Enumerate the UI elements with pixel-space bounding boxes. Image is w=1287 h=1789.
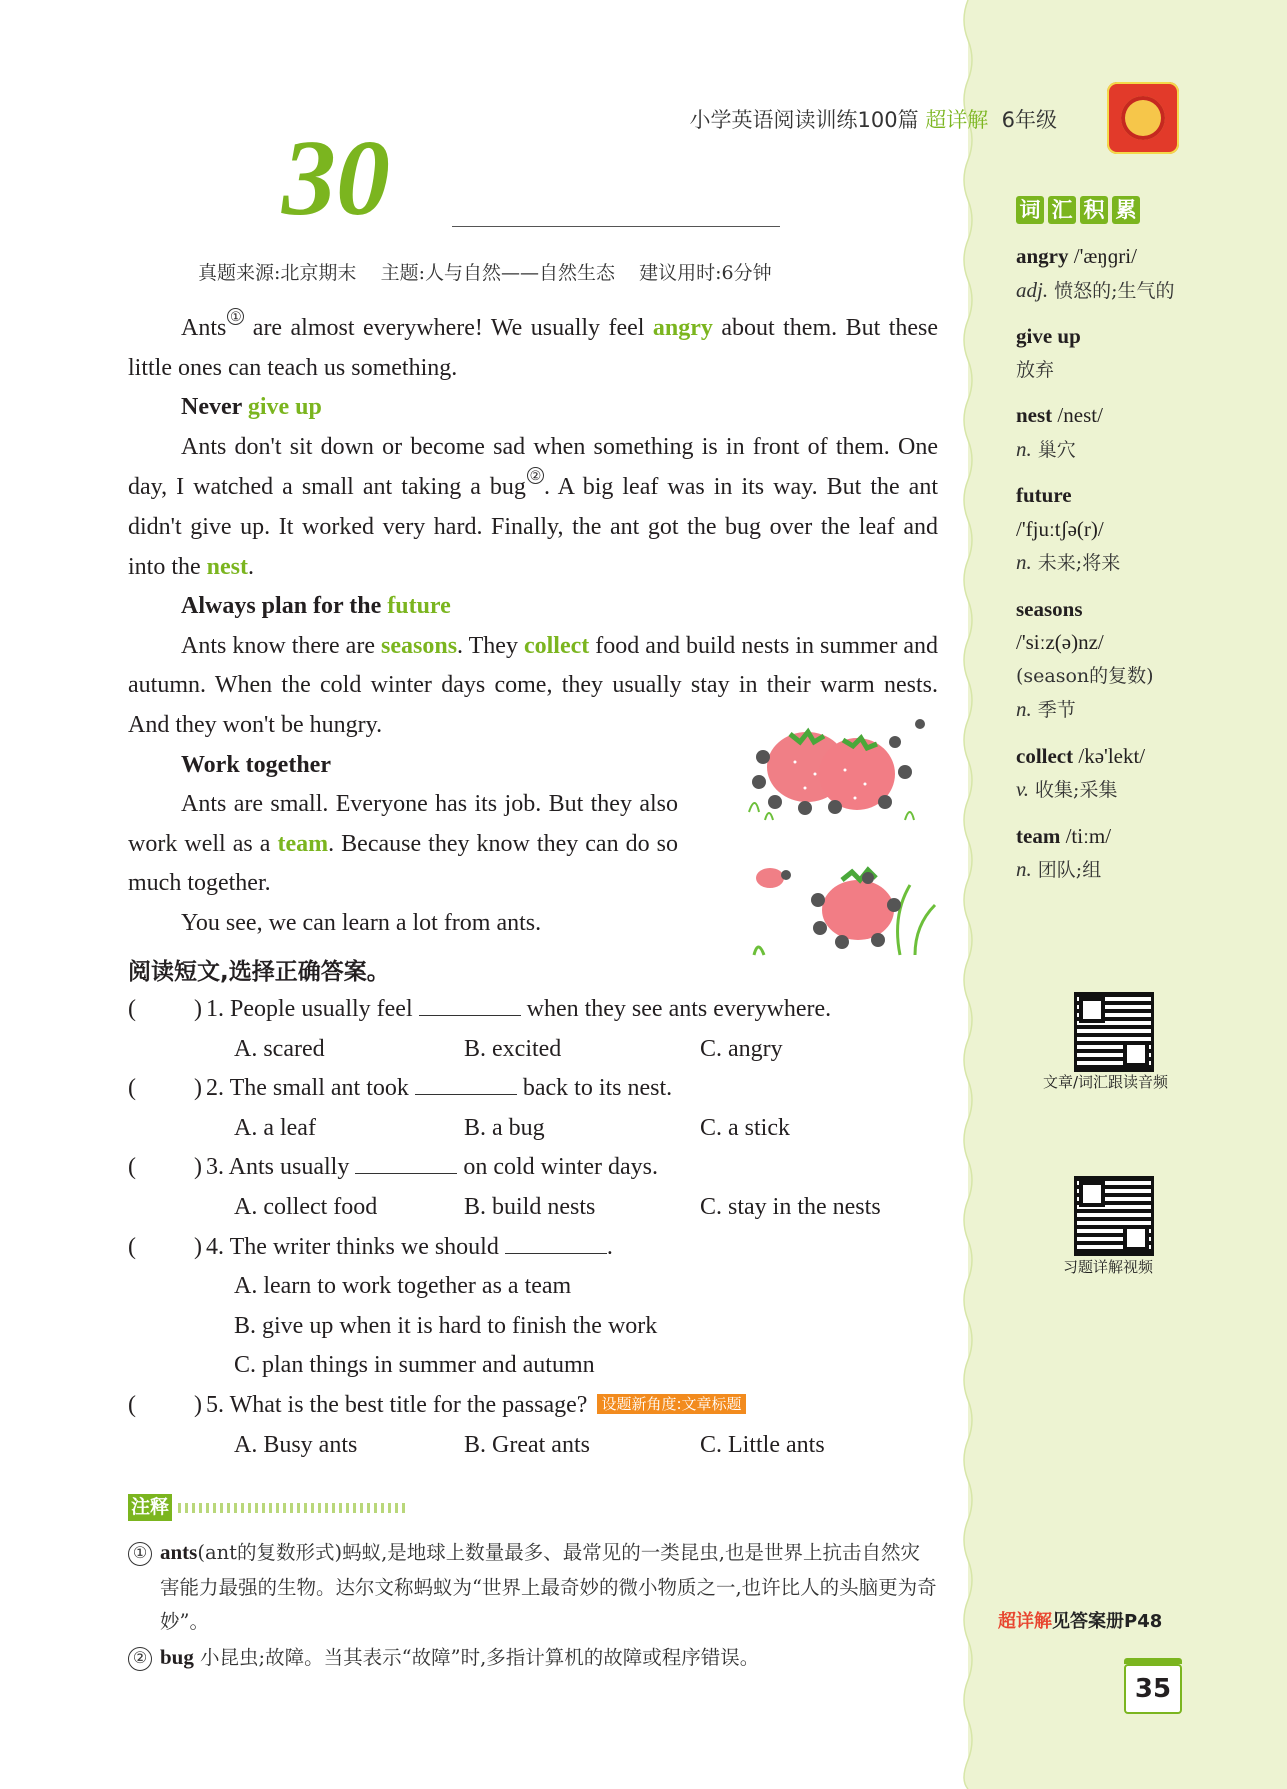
note-term: bug xyxy=(160,1644,194,1669)
vocab-item-seasons: seasons /'siːz(ə)nz/ (season的复数) n. 季节 xyxy=(1016,596,1154,721)
vocab-item-team: team /tiːm/ n. 团队;组 xyxy=(1016,823,1112,881)
options-row xyxy=(128,1307,948,1347)
answer-paren-open: ( xyxy=(128,1233,136,1260)
subheading-plan-future: Always plan for the future xyxy=(181,593,451,620)
option-a: A. collect food xyxy=(234,1193,378,1220)
title-blank-line xyxy=(452,226,780,227)
option-a: A. scared xyxy=(234,1035,325,1062)
option-b: B. a bug xyxy=(464,1114,545,1141)
option-b: B. build nests xyxy=(464,1193,596,1220)
option-a: A. a leaf xyxy=(234,1114,316,1141)
lesson-meta xyxy=(198,258,772,285)
option-b: B. Great ants xyxy=(464,1431,590,1458)
brand-name: 超详解 xyxy=(925,108,989,132)
options-row xyxy=(128,1109,948,1149)
question-5: ( ) 5. What is the best title for the passage? 设题新角度:文章标题 xyxy=(128,1386,948,1426)
vocab-item-future: future /'fjuːtʃə(r)/ n. 未来;将来 xyxy=(1016,483,1121,574)
subheading-never-give-up: Never give up xyxy=(181,394,322,421)
notes-list xyxy=(128,1535,938,1675)
keyword-give-up: give up xyxy=(247,394,322,421)
ants-strawberry-illustration-1 xyxy=(745,712,935,827)
question-list xyxy=(128,990,948,1465)
question-2: ( ) 2. The small ant took back to its nest. xyxy=(128,1069,948,1109)
paragraph-4: Ants are small. Everyone has its job. But they also work well as a team. Because they know they can do so much together. xyxy=(128,791,678,897)
keyword-team: team xyxy=(277,830,329,857)
paragraph-1: Ants ① are almost everywhere! We usually feel angry about them. But these little ones can teach us something. xyxy=(128,309,939,381)
note-term: ants xyxy=(160,1540,198,1564)
option-c: C. stay in the nests xyxy=(700,1193,881,1220)
notes-badge: 注释 xyxy=(128,1494,172,1521)
answer-paren-close: ) xyxy=(194,996,202,1022)
vocab-heading: 词 汇 积 累 xyxy=(1016,196,1140,224)
paragraph-5: You see, we can learn a lot from ants. xyxy=(181,909,542,936)
answer-paren-open: ( xyxy=(128,1154,136,1181)
note-number: ② xyxy=(128,1647,152,1671)
answer-paren-close: ) xyxy=(194,1391,202,1418)
option-c: C. plan things in summer and autumn xyxy=(234,1352,595,1379)
option-c: C. Little ants xyxy=(700,1431,825,1458)
sidebar-wavy-edge xyxy=(956,0,980,1789)
audio-qr-code-icon[interactable] xyxy=(1074,992,1154,1072)
footnote-ref-2: ② xyxy=(527,467,544,484)
options-row xyxy=(128,1188,948,1228)
answer-paren-open: ( xyxy=(128,1075,136,1102)
footnote-ref-1: ① xyxy=(227,308,244,325)
option-b: B. excited xyxy=(464,1035,562,1062)
answer-paren-close: ) xyxy=(194,1154,202,1181)
answer-paren-close: ) xyxy=(194,1233,202,1260)
option-a: A. Busy ants xyxy=(234,1431,358,1458)
source-label: 真题来源:北京期末 xyxy=(198,262,357,284)
note-number: ① xyxy=(128,1542,152,1566)
fill-blank xyxy=(415,1072,517,1095)
keyword-future: future xyxy=(387,593,451,620)
running-header xyxy=(689,104,1057,134)
keyword-nest: nest xyxy=(206,553,248,580)
notes-divider xyxy=(178,1503,406,1513)
fill-blank xyxy=(419,993,521,1016)
answer-paren-open: ( xyxy=(128,996,136,1022)
option-a: A. learn to work together as a team xyxy=(234,1273,572,1300)
subheading-work-together: Work together xyxy=(181,751,331,778)
keyword-seasons: seasons xyxy=(381,632,458,659)
question-4: ( ) 4. The writer thinks we should . xyxy=(128,1228,948,1268)
publisher-logo-icon xyxy=(1107,82,1179,154)
options-row xyxy=(128,1346,948,1386)
answer-paren-open: ( xyxy=(128,1391,136,1418)
question-type-tag: 设题新角度:文章标题 xyxy=(597,1394,745,1414)
keyword-collect: collect xyxy=(523,632,590,659)
options-row xyxy=(128,1426,948,1466)
option-b: B. give up when it is hard to finish the work xyxy=(234,1312,658,1339)
time-label: 建议用时:6分钟 xyxy=(639,262,772,284)
question-1: ( ) 1. People usually feel when they see ants everywhere. xyxy=(128,990,948,1030)
paragraph-2: Ants don't sit down or become sad when something is in front of them. One day, I watched a small ant taking a bug ② . A big leaf was in its way. But the ant didn't give up. It worked very hard. Finally, the ant got the bug over the leaf and into the nest. xyxy=(128,433,939,580)
options-row xyxy=(128,1030,948,1070)
answer-reference: 超详解见答案册P48 xyxy=(998,1611,1163,1632)
video-qr-code-icon[interactable] xyxy=(1074,1176,1154,1256)
note-item-2: ② bug 小昆虫;故障。当其表示“故障”时,多指计算机的故障或程序错误。 xyxy=(128,1640,938,1676)
page-number: 35 xyxy=(1124,1664,1182,1714)
vocab-item-collect: collect /kə'lekt/ v. 收集;采集 xyxy=(1016,743,1146,801)
options-row xyxy=(128,1267,948,1307)
vocab-item-angry: angry /'æŋɡri/ adj. 愤怒的;生气的 xyxy=(1016,244,1175,302)
option-c: C. angry xyxy=(700,1035,783,1062)
note-item-1: ① ants(ant的复数形式)蚂蚁,是地球上数量最多、最常见的一类昆虫,也是世界上抗击自然灾害能力最强的生物。达尔文称蚂蚁为“世界上最奇妙的微小物质之一,也许比人的头脑更为奇妙”。 xyxy=(128,1535,938,1640)
keyword-angry: angry xyxy=(652,315,713,341)
reading-passage xyxy=(128,308,938,944)
option-c: C. a stick xyxy=(700,1114,790,1141)
fill-blank xyxy=(355,1151,457,1174)
exercise-instruction: 阅读短文,选择正确答案。 xyxy=(128,959,390,985)
notes-heading xyxy=(128,1494,406,1521)
lesson-number: 30 xyxy=(282,119,390,238)
vocab-item-nest: nest /nest/ n. 巢穴 xyxy=(1016,403,1103,461)
ants-strawberry-illustration-2 xyxy=(750,860,940,960)
grade-label: 6年级 xyxy=(1001,108,1057,132)
question-3: ( ) 3. Ants usually on cold winter days. xyxy=(128,1148,948,1188)
paragraph-3: Ants know there are seasons. They collect food and build nests in summer and autumn. When the cold winter days come, they usually stay in their warm nests. And they won't be hungry. xyxy=(128,632,939,738)
theme-label: 主题:人与自然——自然生态 xyxy=(380,262,615,284)
vocab-list xyxy=(1016,240,1186,900)
vocab-item-give-up: give up 放弃 xyxy=(1016,324,1081,381)
video-qr-label: 习题详解视频 xyxy=(1063,1258,1154,1276)
answer-paren-close: ) xyxy=(194,1075,202,1102)
audio-qr-label: 文章/词汇跟读音频 xyxy=(1043,1073,1169,1091)
fill-blank xyxy=(505,1231,607,1254)
book-title: 小学英语阅读训练100篇 xyxy=(689,108,919,132)
